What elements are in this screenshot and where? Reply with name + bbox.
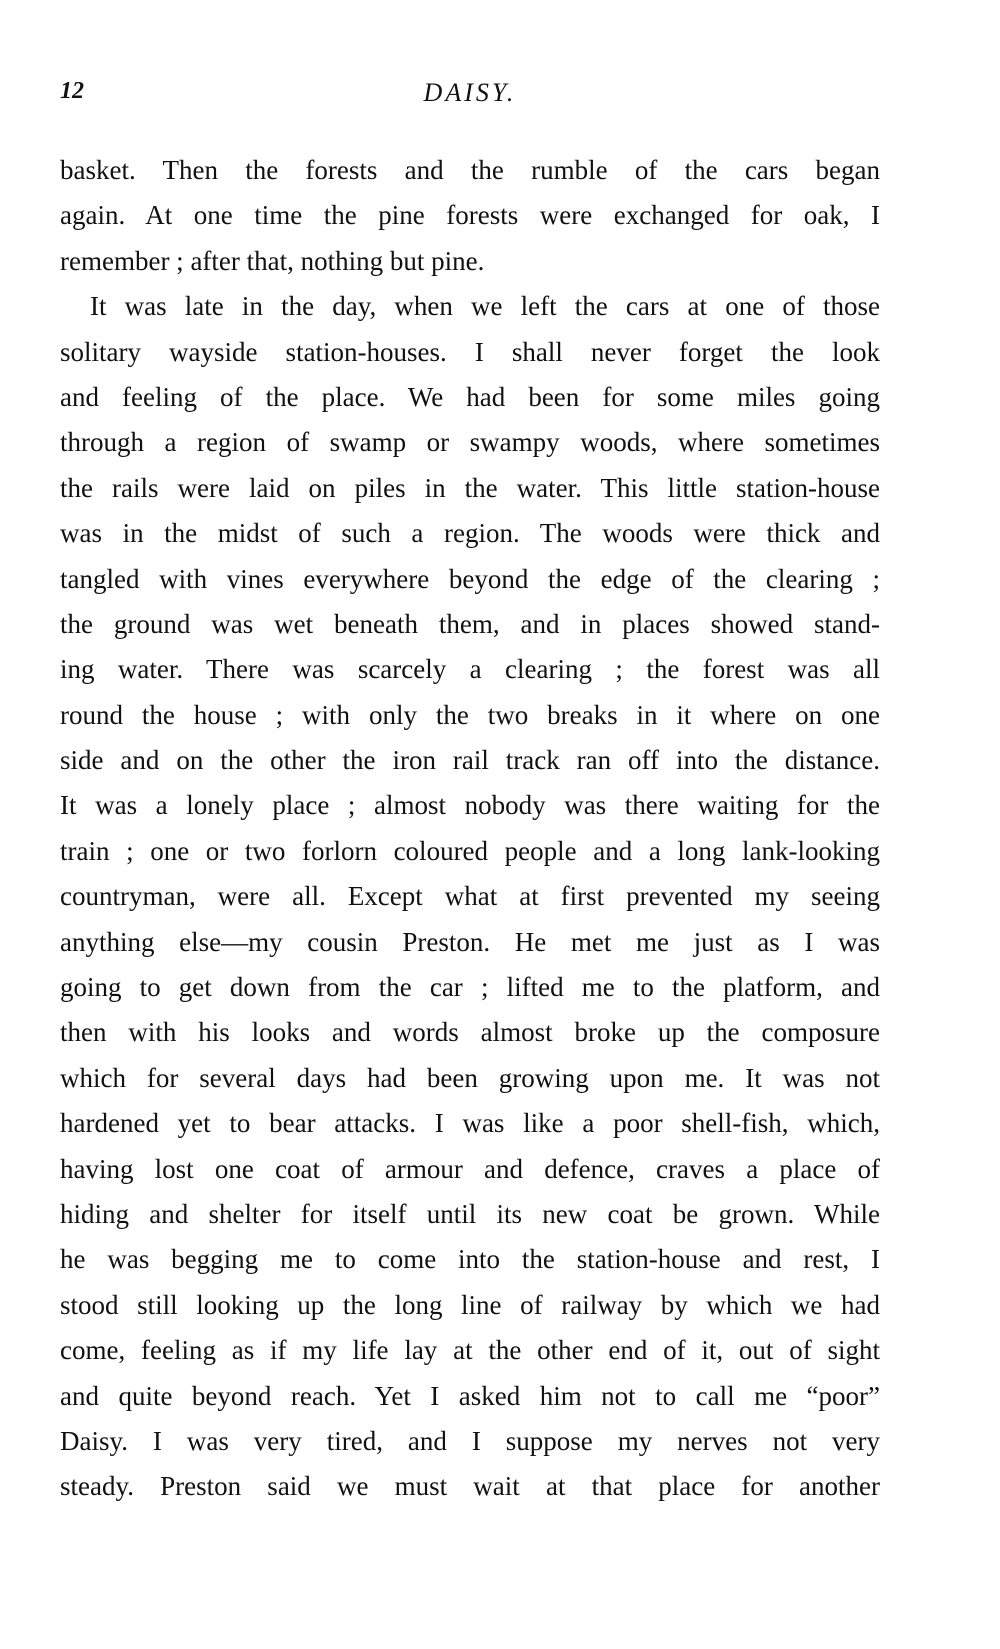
text-line: the ground was wet beneath them, and in places showed stand- <box>60 608 880 639</box>
text-line: come, feeling as if my life lay at the other end of it, out of sight <box>60 1335 880 1366</box>
text-line: he was begging me to come into the station-house and rest, I <box>60 1244 880 1275</box>
text-line: having lost one coat of armour and defence, craves a place of <box>60 1153 880 1184</box>
text-line: solitary wayside station-houses. I shall never forget the look <box>60 336 880 367</box>
running-title: DAISY. <box>423 78 517 107</box>
text-line: remember ; after that, nothing but pine. <box>60 245 485 276</box>
paragraph-2 <box>60 284 880 1510</box>
text-line: through a region of swamp or swampy woods, where sometimes <box>60 427 880 458</box>
text-line: basket. Then the forests and the rumble of the cars began <box>60 155 880 185</box>
text-line: was in the midst of such a region. The woods were thick and <box>60 518 880 549</box>
text-line: the rails were laid on piles in the water. This little station-house <box>60 472 880 503</box>
text-line: It was late in the day, when we left the cars at one of those <box>90 291 880 322</box>
text-line: going to get down from the car ; lifted me to the platform, and <box>60 972 880 1003</box>
paragraph-1 <box>60 148 880 284</box>
text-line: hiding and shelter for itself until its new coat be grown. While <box>60 1198 880 1229</box>
text-line: Daisy. I was very tired, and I suppose my nerves not very <box>60 1425 880 1456</box>
text-line: and feeling of the place. We had been for some miles going <box>60 381 880 412</box>
text-line: countryman, were all. Except what at first prevented my seeing <box>60 881 880 912</box>
text-line: hardened yet to bear attacks. I was like a poor shell-fish, which, <box>60 1108 880 1139</box>
text-line: and quite beyond reach. Yet I asked him not to call me “poor” <box>60 1380 880 1411</box>
text-line: ing water. There was scarcely a clearing ; the forest was all <box>60 654 880 685</box>
text-line: anything else—my cousin Preston. He met me just as I was <box>60 926 880 957</box>
text-line: stood still looking up the long line of railway by which we had <box>60 1289 880 1320</box>
text-line: It was a lonely place ; almost nobody was there waiting for the <box>60 790 880 821</box>
text-line: tangled with vines everywhere beyond the edge of the clearing ; <box>60 563 880 594</box>
text-line: side and on the other the iron rail track ran off into the distance. <box>60 745 880 776</box>
text-line: train ; one or two forlorn coloured people and a long lank-looking <box>60 835 880 866</box>
page-number: 12 <box>60 78 84 104</box>
text-line: then with his looks and words almost broke up the composure <box>60 1017 880 1048</box>
text-line: round the house ; with only the two breaks in it where on one <box>60 699 880 730</box>
text-line: again. At one time the pine forests were exchanged for oak, I <box>60 200 880 231</box>
text-line: steady. Preston said we must wait at that place for another <box>60 1471 880 1502</box>
page-header <box>60 78 880 118</box>
text-line: which for several days had been growing upon me. It was not <box>60 1062 880 1093</box>
body-text <box>60 148 880 1510</box>
